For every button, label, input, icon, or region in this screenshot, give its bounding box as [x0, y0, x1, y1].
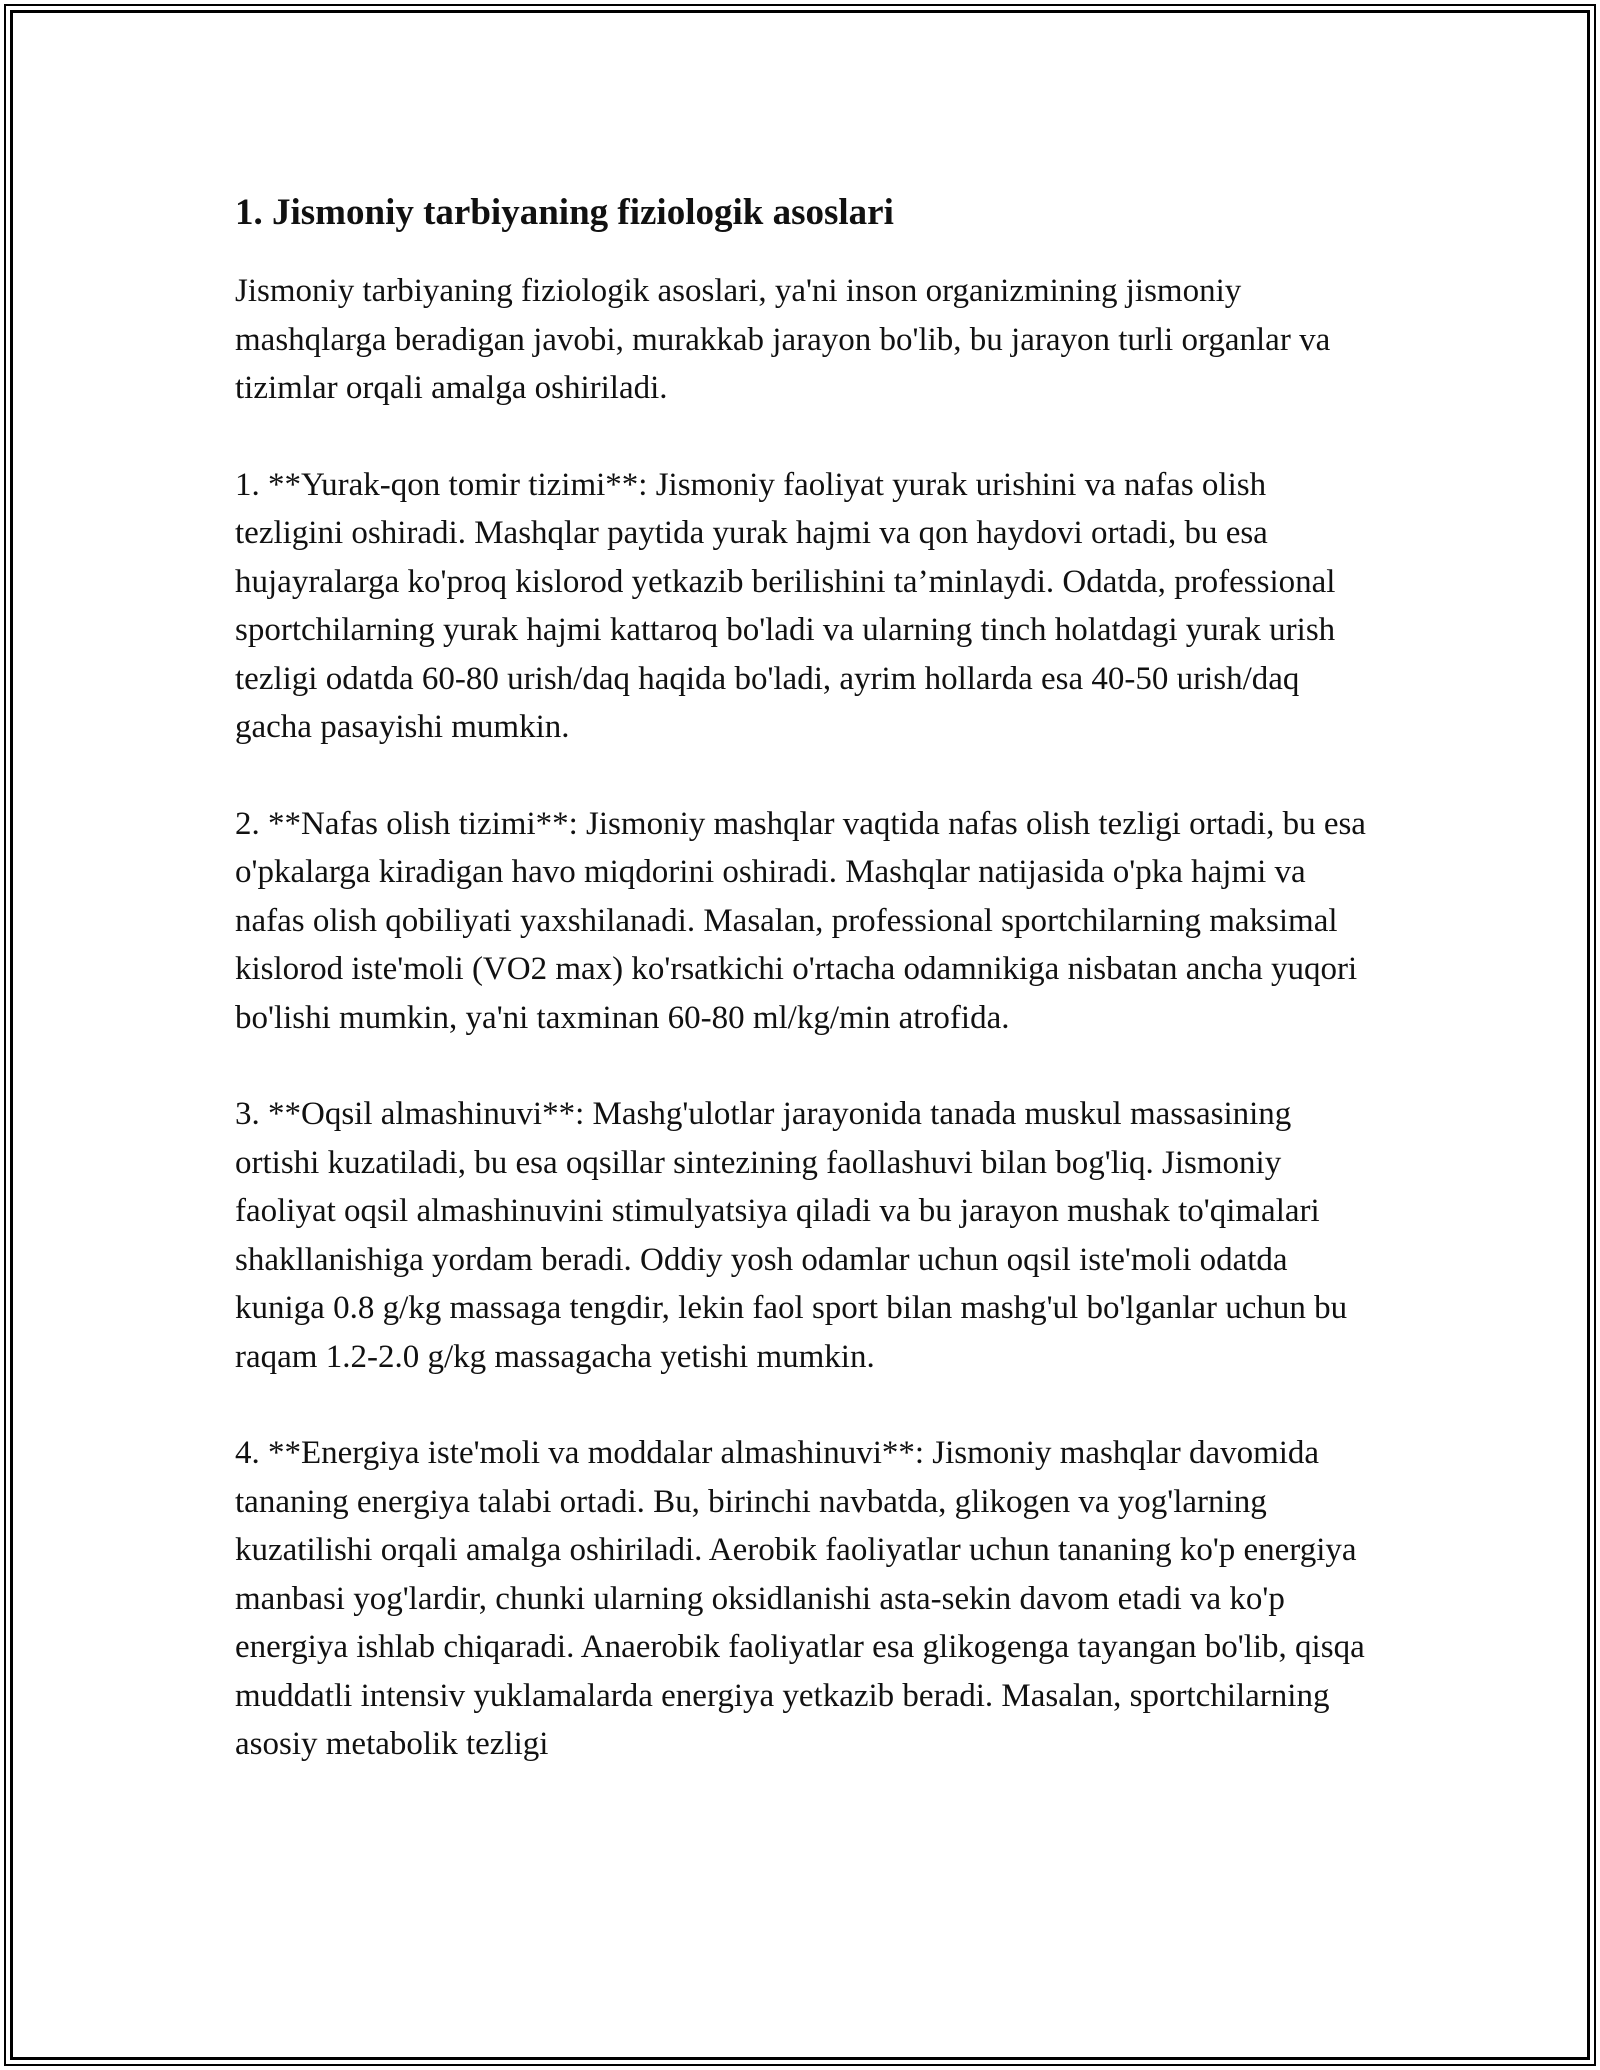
paragraph-protein-metabolism: 3. **Oqsil almashinuvi**: Mashg'ulotlar jarayonida tanada muskul massasining ortishi kuzatiladi, bu esa oqsillar sintezining faollashuvi bilan bog'liq. Jismoniy faoliyat oqsil almashinuvini stimulyatsiya qiladi va bu jarayon mushak to'qimalari shakllanishiga yordam beradi. Oddiy yosh odamlar uchun oqsil iste'moli odatda kuniga 0.8 g/kg massaga tengdir, lekin faol sport bilan mashg'ul bo'lganlar uchun bu raqam 1.2-2.0 g/kg massagacha yetishi mumkin.: [235, 1096, 1348, 1375]
paragraph-respiratory: 2. **Nafas olish tizimi**: Jismoniy mashqlar vaqtida nafas olish tezligi ortadi, bu esa o'pkalarga kiradigan havo miqdorini oshiradi. Mashqlar natijasida o'pka hajmi va nafas olish qobiliyati yaxshilanadi. Masalan, professional sportchilarning maksimal kislorod iste'moli (VO2 max) ko'rsatkichi o'rtacha odamnikiga nisbatan ancha yuqori bo'lishi mumkin, ya'ni taxminan 60-80 ml/kg/min atrofida.: [235, 805, 1366, 1036]
paragraph-intro: Jismoniy tarbiyaning fiziologik asoslari, ya'ni inson organizmining jismoniy mashqlarga beradigan javobi, murakkab jarayon bo'lib, bu jarayon turli organlar va tizimlar orqali amalga oshiriladi.: [235, 273, 1331, 406]
page-title: 1. Jismoniy tarbiyaning fiziologik asoslari: [235, 192, 894, 233]
paragraph-cardiovascular: 1. **Yurak-qon tomir tizimi**: Jismoniy faoliyat yurak urishini va nafas olish tezligini oshiradi. Mashqlar paytida yurak hajmi va qon haydovi ortadi, bu esa hujayralarga ko'proq kislorod yetkazib berilishini ta’minlaydi. Odatda, professional sportchilarning yurak hajmi kattaroq bo'ladi va ularning tinch holatdagi yurak urish tezligi odatda 60-80 urish/daq haqida bo'ladi, ayrim hollarda esa 40-50 urish/daq gacha pasayishi mumkin.: [235, 466, 1336, 745]
document-body: [235, 185, 1375, 1817]
paragraph-energy-metabolism: 4. **Energiya iste'moli va moddalar almashinuvi**: Jismoniy mashqlar davomida tananing energiya talabi ortadi. Bu, birinchi navbatda, glikogen va yog'larning kuzatilishi orqali amalga oshiriladi. Aerobik faoliyatlar uchun tananing ko'p energiya manbasi yog'lardir, chunki ularning oksidlanishi asta-sekin davom etadi va ko'p energiya ishlab chiqaradi. Anaerobik faoliyatlar esa glikogenga tayangan bo'lib, qisqa muddatli intensiv yuklamalarda energiya yetkazib beradi. Masalan, sportchilarning asosiy metabolik tezligi: [235, 1435, 1365, 1762]
